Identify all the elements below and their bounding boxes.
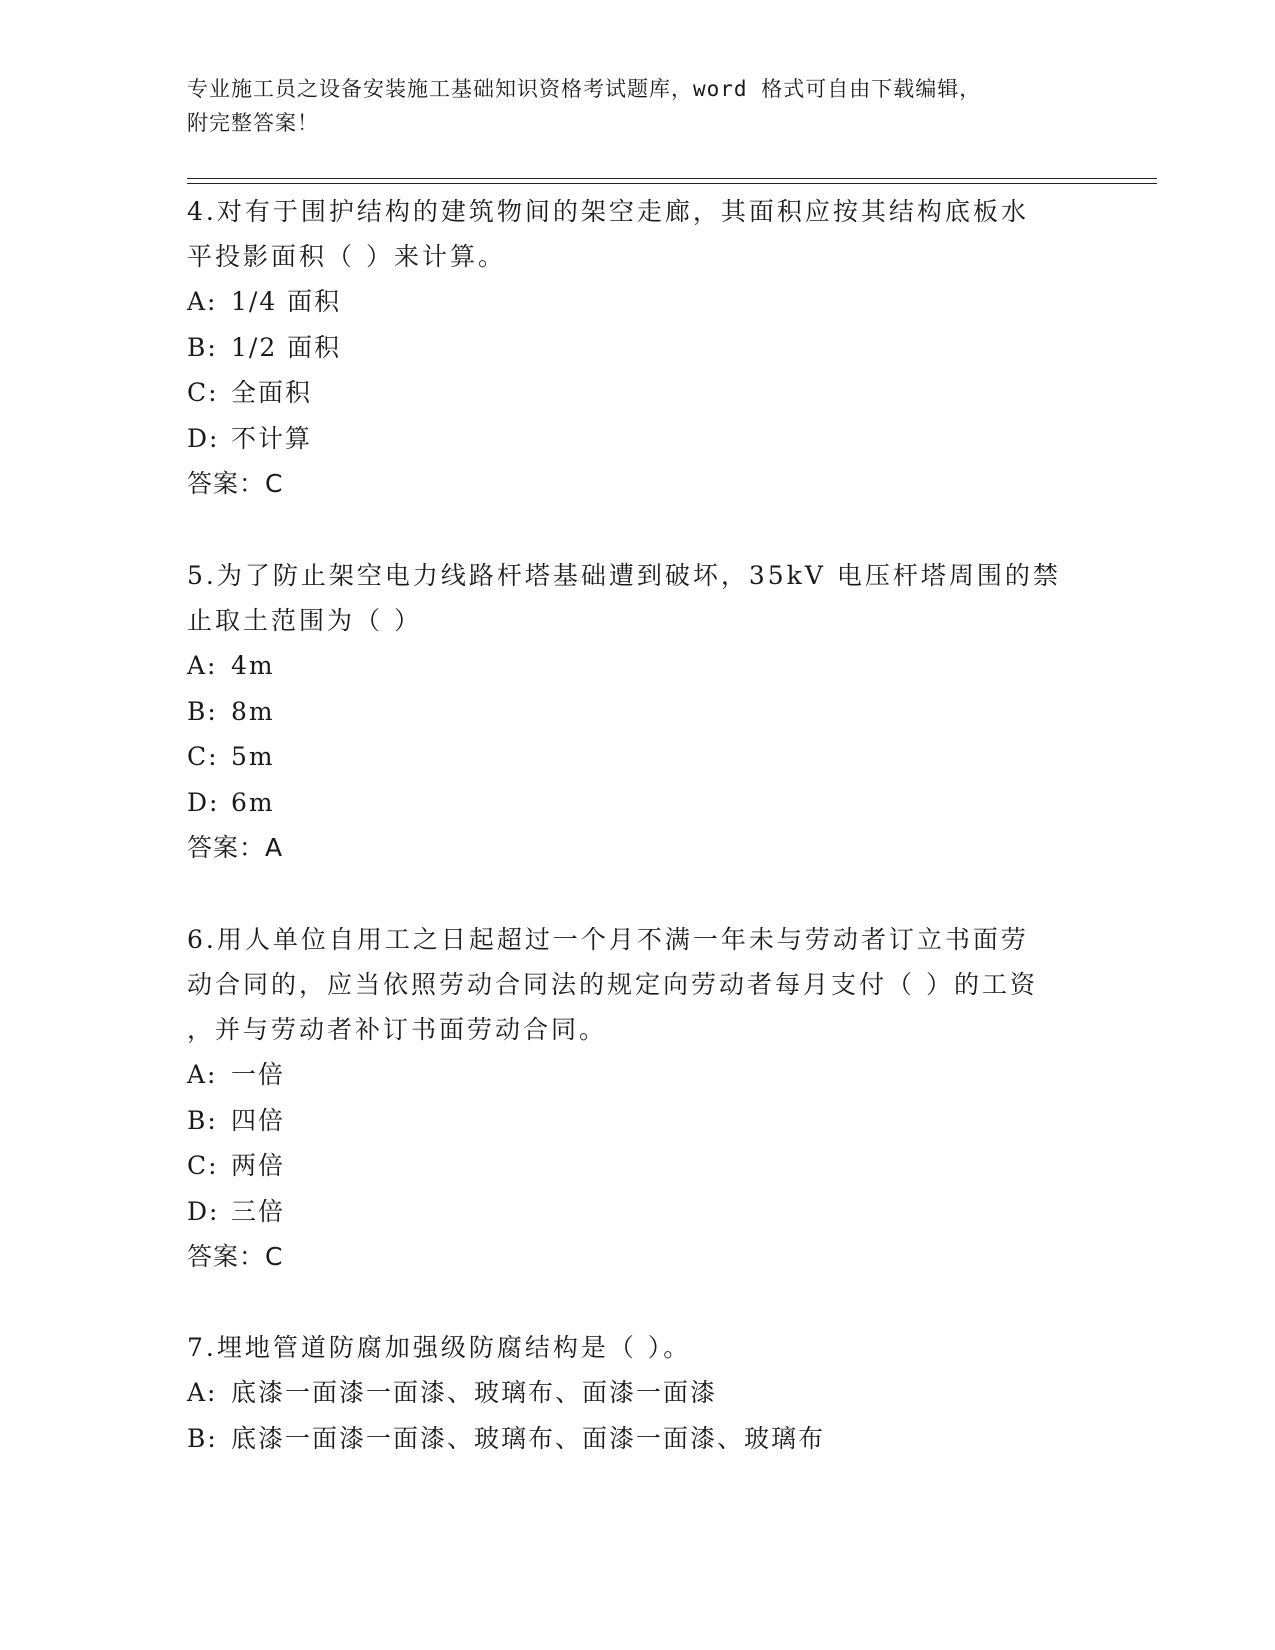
option-d [187, 416, 1087, 462]
answer-line: 答案：A [187, 833, 284, 862]
question-stem-line: 5.为了防止架空电力线路杆塔基础遭到破坏，35kV 电压杆塔周围的禁 [187, 561, 1061, 590]
option-key: A: [187, 1378, 218, 1407]
option-text: 一倍 [231, 1060, 286, 1089]
document-header [187, 72, 1067, 140]
option-c [187, 734, 1087, 780]
option-text: 6m [231, 787, 275, 817]
option-text: 全面积 [231, 378, 313, 407]
option-key: B: [187, 332, 218, 362]
answer-line: 答案：C [187, 1242, 284, 1271]
option-a [187, 1052, 1087, 1098]
option-a [187, 643, 1087, 689]
option-text: 5m [231, 742, 275, 771]
option-a [187, 279, 1087, 325]
option-key: B: [187, 696, 218, 726]
option-key: D: [187, 423, 220, 453]
option-text: 1/4 面积 [231, 287, 342, 316]
question-stem-line: 7.埋地管道防腐加强级防腐结构是（ ）。 [187, 1333, 692, 1362]
option-key: C: [187, 742, 219, 771]
question-stem-line: 4.对有于围护结构的建筑物间的架空走廊，其面积应按其结构底板水 [187, 197, 1029, 226]
question-4 [187, 189, 1087, 507]
option-text: 4m [231, 651, 275, 680]
option-text: 不计算 [231, 423, 313, 453]
question-stem-line: ，并与劳动者补订书面劳动合同。 [187, 1015, 608, 1044]
option-b [187, 689, 1087, 735]
question-stem-line: 平投影面积（ ）来计算。 [187, 242, 506, 271]
option-text: 底漆一面漆一面漆、玻璃布、面漆一面漆 [231, 1378, 718, 1407]
option-key: A: [187, 1060, 218, 1089]
question-stem-line: 止取土范围为（ ） [187, 606, 422, 635]
question-6 [187, 917, 1087, 1280]
option-c [187, 1143, 1087, 1189]
question-stem-line: 动合同的，应当依照劳动合同法的规定向劳动者每月支付（ ）的工资 [187, 970, 1038, 999]
option-b [187, 325, 1087, 371]
option-text: 四倍 [231, 1105, 286, 1135]
option-text: 两倍 [231, 1151, 286, 1180]
header-divider-bottom [187, 183, 1157, 184]
option-key: A: [187, 651, 218, 680]
option-key: D: [187, 787, 220, 817]
option-key: B: [187, 1423, 218, 1453]
option-d [187, 1189, 1087, 1235]
question-5 [187, 553, 1087, 871]
option-c [187, 370, 1087, 416]
option-key: C: [187, 378, 219, 407]
header-line-2: 附完整答案！ [187, 111, 319, 135]
option-b [187, 1416, 1087, 1462]
option-key: A: [187, 287, 218, 316]
option-text: 三倍 [231, 1196, 286, 1226]
header-line-1: 专业施工员之设备安装施工基础知识资格考试题库，word 格式可自由下载编辑， [187, 77, 982, 101]
option-a [187, 1370, 1087, 1416]
option-d [187, 780, 1087, 826]
answer-line: 答案：C [187, 469, 284, 498]
question-7 [187, 1325, 1087, 1461]
question-stem-line: 6.用人单位自用工之日起超过一个月不满一年未与劳动者订立书面劳 [187, 925, 1029, 954]
option-key: D: [187, 1196, 220, 1226]
option-text: 8m [231, 696, 275, 726]
header-divider-top [187, 178, 1157, 179]
option-key: B: [187, 1105, 218, 1135]
option-text: 底漆一面漆一面漆、玻璃布、面漆一面漆、玻璃布 [231, 1423, 826, 1453]
option-text: 1/2 面积 [231, 332, 342, 362]
option-b [187, 1098, 1087, 1144]
option-key: C: [187, 1151, 219, 1180]
